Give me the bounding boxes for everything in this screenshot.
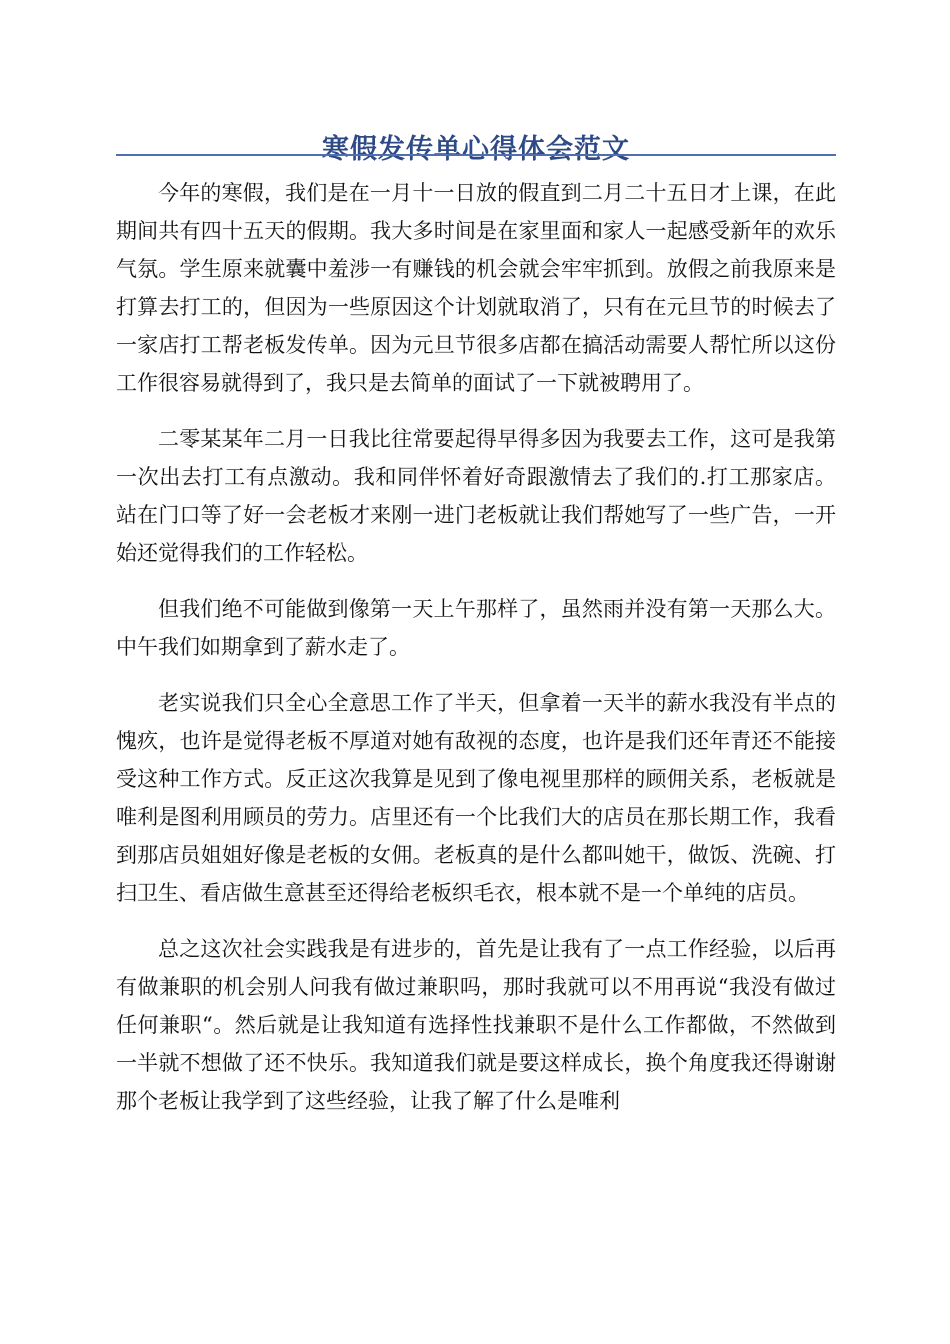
paragraph-1: 今年的寒假，我们是在一月十一日放的假直到二月二十五日才上课，在此期间共有四十五天的假期。我大多时间是在家里面和家人一起感受新年的欢乐气氛。学生原来就囊中羞涉一有赚钱的机会就会牢牢抓到。放假之前我原来是打算去打工的，但因为一些原因这个计划就取消了，只有在元旦节的时候去了一家店打工帮老板发传单。因为元旦节很多店都在搞活动需要人帮忙所以这份工作很容易就得到了，我只是去简单的面试了一下就被聘用了。 xyxy=(116,181,836,395)
document-body xyxy=(116,174,836,1138)
paragraph-2: 二零某某年二月一日我比往常要起得早得多因为我要去工作，这可是我第一次出去打工有点激动。我和同伴怀着好奇跟激情去了我们的.打工那家店。站在门口等了好一会老板才来刚一进门老板就让我们帮她写了一些广告，一开始还觉得我们的工作轻松。 xyxy=(116,427,836,565)
document-title: 寒假发传单心得体会范文 xyxy=(322,134,630,166)
paragraph-5: 总之这次社会实践我是有进步的，首先是让我有了一点工作经验，以后再有做兼职的机会别人问我有做过兼职吗，那时我就可以不用再说“我没有做过任何兼职“。然后就是让我知道有选择性找兼职不是什么工作都做，不然做到一半就不想做了还不快乐。我知道我们就是要这样成长，换个角度我还得谢谢那个老板让我学到了这些经验，让我了解了什么是唯利 xyxy=(116,937,836,1113)
paragraph-4: 老实说我们只全心全意思工作了半天，但拿着一天半的薪水我没有半点的愧疚，也许是觉得老板不厚道对她有敌视的态度，也许是我们还年青还不能接受这种工作方式。反正这次我算是见到了像电视里那样的顾佣关系，老板就是唯利是图利用顾员的劳力。店里还有一个比我们大的店员在那长期工作，我看到那店员姐姐好像是老板的女佣。老板真的是什么都叫她干，做饭、洗碗、打扫卫生、看店做生意甚至还得给老板织毛衣，根本就不是一个单纯的店员。 xyxy=(116,691,836,905)
title-underline xyxy=(116,154,836,156)
paragraph-3: 但我们绝不可能做到像第一天上午那样了，虽然雨并没有第一天那么大。中午我们如期拿到了薪水走了。 xyxy=(116,597,836,659)
